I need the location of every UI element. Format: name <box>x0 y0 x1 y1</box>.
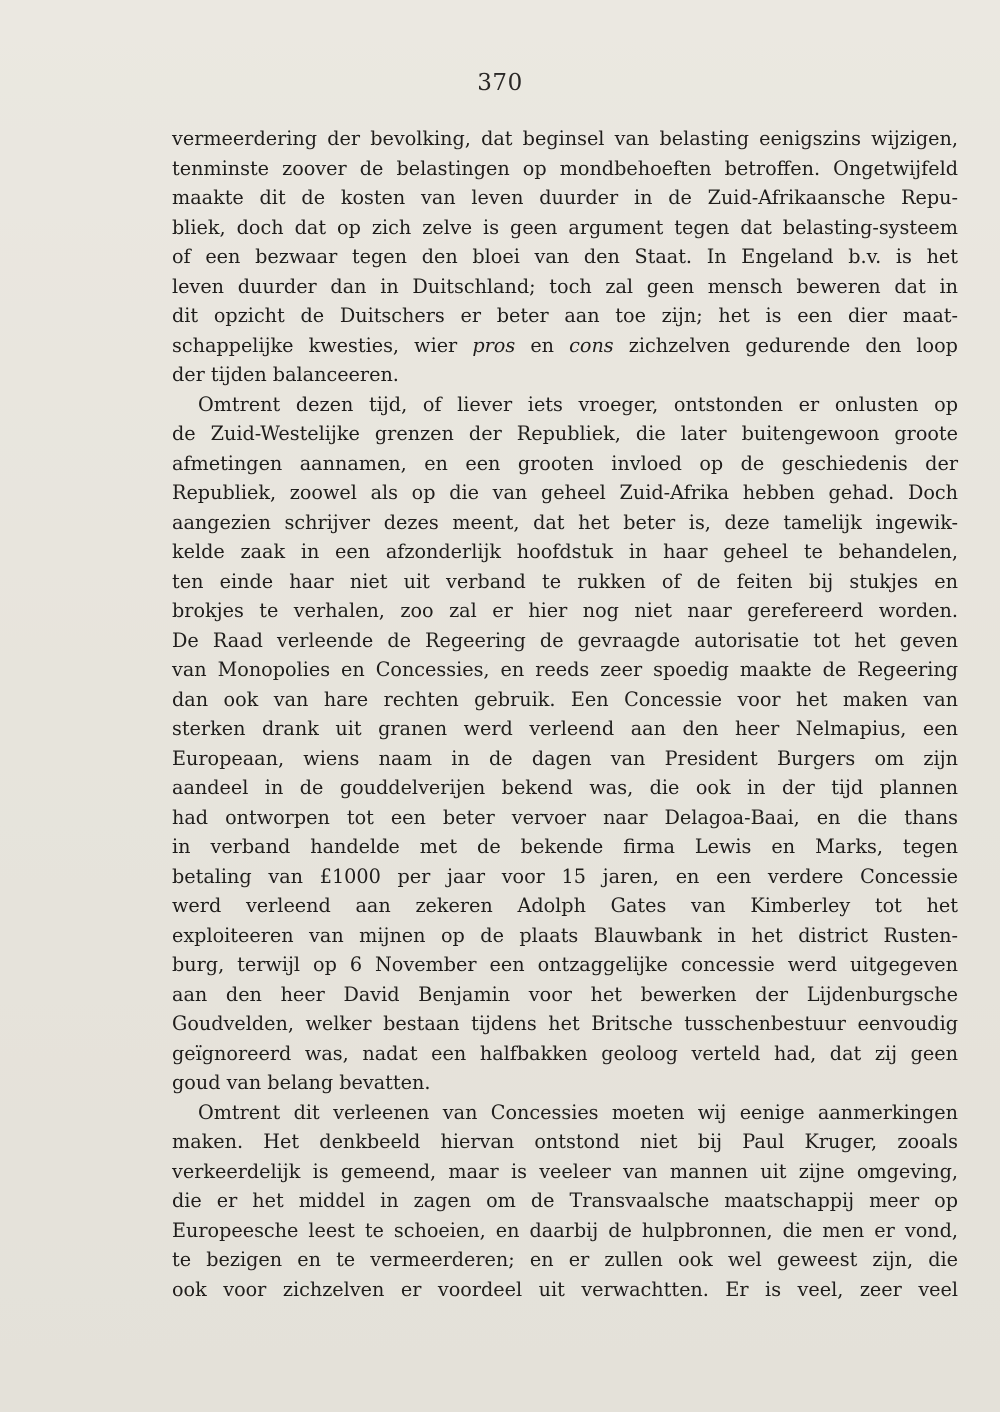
text-line: aandeel in de gouddelverijen bekend was, die ook in der tijd plannen <box>172 776 958 799</box>
text-line: de Zuid-Westelijke grenzen der Republiek, die later buitengewoon groote <box>172 422 958 445</box>
italic-word: cons <box>569 333 614 357</box>
paragraph-start-line: Omtrent dezen tijd, of liever iets vroeger, ontstonden er onlusten op <box>198 392 958 416</box>
text-line: verkeerdelijk is gemeend, maar is veeleer van mannen uit zijne omgeving, <box>172 1159 958 1183</box>
body-text <box>172 124 958 1304</box>
italic-word: pros <box>472 333 516 357</box>
text-line: kelde zaak in een afzonderlijk hoofdstuk in haar geheel te behandelen, <box>172 540 958 563</box>
text-line: Republiek, zoowel als op die van geheel Zuid-Afrika hebben gehad. Doch <box>172 481 958 504</box>
text-line: geïgnoreerd was, nadat een halfbakken geoloog verteld had, dat zij geen <box>172 1041 958 1065</box>
text-line: leven duurder dan in Duitschland; toch zal geen mensch beweren dat in <box>172 274 958 298</box>
text-line: of een bezwaar tegen den bloei van den Staat. In Engeland b.v. is het <box>172 245 958 268</box>
text-line-with-italics: schappelijke kwesties, wier pros en cons zichzelven gedurende den loop <box>172 333 958 357</box>
text-line: Europeesche leest te schoeien, en daarbij de hulpbronnen, die men er vond, <box>172 1218 958 1242</box>
text-line: De Raad verleende de Regeering de gevraagde autorisatie tot het geven <box>172 628 958 652</box>
text-line: brokjes te verhalen, zoo zal er hier nog niet naar gerefereerd worden. <box>172 599 958 622</box>
page-number: 370 <box>477 70 523 96</box>
text-line: burg, terwijl op 6 November een ontzaggelijke concessie werd uitgegeven <box>172 953 958 976</box>
text-line: te bezigen en te vermeerderen; en er zullen ook wel geweest zijn, die <box>172 1248 958 1271</box>
text-line: exploiteeren van mijnen op de plaats Blauwbank in het district Rusten- <box>172 923 958 947</box>
text-line: aangezien schrijver dezes meent, dat het beter is, deze tamelijk ingewik- <box>172 510 958 534</box>
text-line: werd verleend aan zekeren Adolph Gates van Kimberley tot het <box>172 894 958 917</box>
text-line: maakte dit de kosten van leven duurder in de Zuid-Afrikaansche Repu- <box>172 186 958 209</box>
text-line: betaling van £1000 per jaar voor 15 jaren, en een verdere Concessie <box>172 864 958 888</box>
text-line: dan ook van hare rechten gebruik. Een Concessie voor het maken van <box>172 687 958 711</box>
text-line: afmetingen aannamen, en een grooten invloed op de geschiedenis der <box>172 451 958 475</box>
text-line: bliek, doch dat op zich zelve is geen argument tegen dat belasting-systeem <box>172 215 958 239</box>
text-line: goud van belang bevatten. <box>172 1071 431 1094</box>
text-line: die er het middel in zagen om de Transvaalsche maatschappij meer op <box>172 1189 958 1212</box>
paragraph-start-line: Omtrent dit verleenen van Concessies moeten wij eenige aanmerkingen <box>198 1100 958 1124</box>
text-line: Goudvelden, welker bestaan tijdens het Britsche tusschenbestuur eenvoudig <box>172 1012 958 1035</box>
text-line: ten einde haar niet uit verband te rukken of de feiten bij stukjes en <box>172 569 958 593</box>
text-line: dit opzicht de Duitschers er beter aan toe zijn; het is een dier maat- <box>172 304 958 327</box>
text-line: in verband handelde met de bekende firma Lewis en Marks, tegen <box>172 835 958 858</box>
text-line: van Monopolies en Concessies, en reeds zeer spoedig maakte de Regeering <box>172 658 958 681</box>
text-line: der tijden balanceeren. <box>172 363 399 386</box>
text-line: aan den heer David Benjamin voor het bewerken der Lijdenburgsche <box>172 982 958 1006</box>
text-line: vermeerdering der bevolking, dat beginsel van belasting eenigszins wijzigen, <box>172 127 958 150</box>
text-line: maken. Het denkbeeld hiervan ontstond niet bij Paul Kruger, zooals <box>172 1130 958 1153</box>
text-line: had ontworpen tot een beter vervoer naar Delagoa-Baai, en die thans <box>172 805 958 829</box>
text-line: tenminste zoover de belastingen op mondbehoeften betroffen. Ongetwijfeld <box>172 156 958 180</box>
text-line: Europeaan, wiens naam in de dagen van President Burgers om zijn <box>172 746 958 770</box>
text-line: sterken drank uit granen werd verleend aan den heer Nelmapius, een <box>172 717 958 740</box>
text-line: ook voor zichzelven er voordeel uit verwachtten. Er is veel, zeer veel <box>172 1277 958 1301</box>
